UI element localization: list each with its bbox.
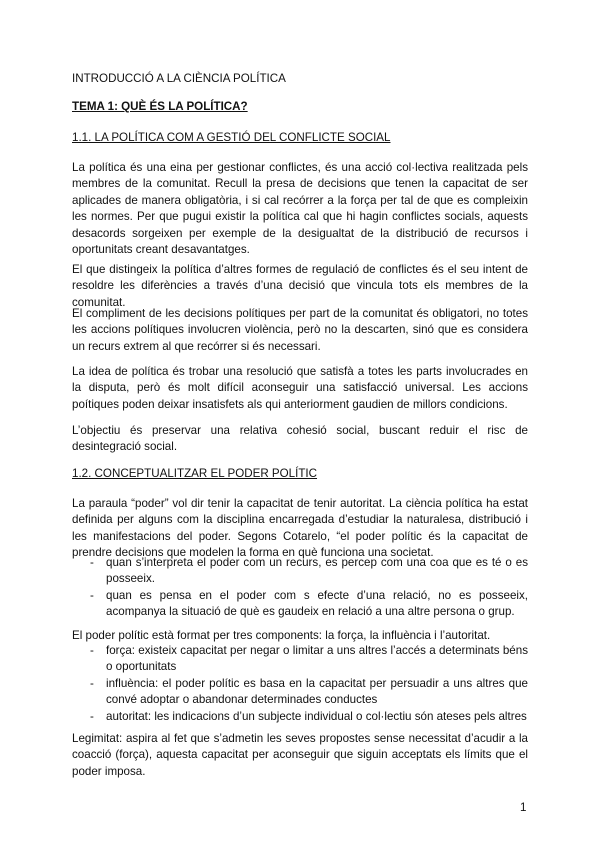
section-1-paragraph-1: La política és una eina per gestionar conflictes, és una acció col·lectiva realitzada pels membres de la comunitat. Recull la presa de decisions que tenen la capacitat de ser aplicades de manera obligatòria, i si cal recórrer a la força per tal de que es compleixin les normes. Per que pugui existir la política cal que hi hagin conflictes socials, aquests desacords sorgeixen per exemple de la desigualtat de la distribució de recursos i oportunitats creant desavantatges.: [72, 161, 528, 257]
section-2-paragraph-1: La paraula “poder” vol dir tenir la capacitat de tenir autoritat. La ciència política ha estat definida per alguns com la disciplina encarregada d’estudiar la naturalesa, distribució i les manifestacions del poder. Segons Cotarelo, “el poder polític és la capacitat de prendre decisions que modelen la forma en què funciona una societat.: [72, 497, 528, 560]
section-2-title: 1.2. CONCEPTUALITZAR EL PODER POLÍTIC: [72, 467, 318, 480]
section-1-paragraph-5: L’objectiu és preservar una relativa cohesió social, buscant reduir el risc de desintegració social.: [72, 424, 528, 454]
poder-components-list: [72, 643, 528, 725]
list-item: - quan es pensa en el poder com s efecte d’una relació, no es posseeix, acompanya la situació de què es gaudeix en relació a una altre persona o grup.: [72, 588, 528, 621]
section-1-paragraph-2: El que distingeix la política d’altres formes de regulació de conflictes és el seu intent de resoldre les diferències a través d’una decisió que vincula tots els membres de la comunitat.: [72, 263, 528, 309]
document-header: INTRODUCCIÓ A LA CIÈNCIA POLÍTICA: [72, 72, 286, 85]
list-item: - influència: el poder polític es basa en la capacitat per persuadir a uns altres que convé adoptar o abandonar determinades conductes: [72, 676, 528, 709]
section-1-paragraph-3: El compliment de les decisions polítiques per part de la comunitat és obligatori, no totes les accions polítiques involucren violència, però no la descarten, sinó que es considera un recurs extrem al que recórrer si és necessari.: [72, 307, 528, 353]
list-item: - quan s’interpreta el poder com un recurs, es percep com una coa que es té o es posseeix.: [72, 555, 528, 588]
section-1-paragraph-4: La idea de política és trobar una resolució que satisfà a totes les parts involucrades en la disputa, però és molt difícil aconseguir una satisfacció universal. Les accions poítiques poden deixar insatisfets als qui anteriorment gaudien de millors condicions.: [72, 365, 528, 411]
tema-title: TEMA 1: QUÈ ÉS LA POLÍTICA?: [72, 100, 248, 113]
section-2-paragraph-3: Legimitat: aspira al fet que s’admetin les seves propostes sense necessitat d’acudir a la coacció (força), aquesta capacitat per aconseguir que siguin acceptats els límits que el poder imposa.: [72, 732, 528, 778]
section-2-paragraph-2: El poder polític està format per tres components: la força, la influència i l’autoritat.: [72, 629, 491, 642]
list-item: - autoritat: les indicacions d’un subjecte individual o col·lectiu són ateses pels altres: [72, 709, 528, 725]
section-1-title: 1.1. LA POLÍTICA COM A GESTIÓ DEL CONFLICTE SOCIAL: [72, 131, 391, 144]
list-item: - força: existeix capacitat per negar o limitar a uns altres l’accés a determinats béns o oportunitats: [72, 643, 528, 676]
poder-interpretations-list: [72, 555, 528, 621]
page-number: 1: [520, 801, 527, 814]
